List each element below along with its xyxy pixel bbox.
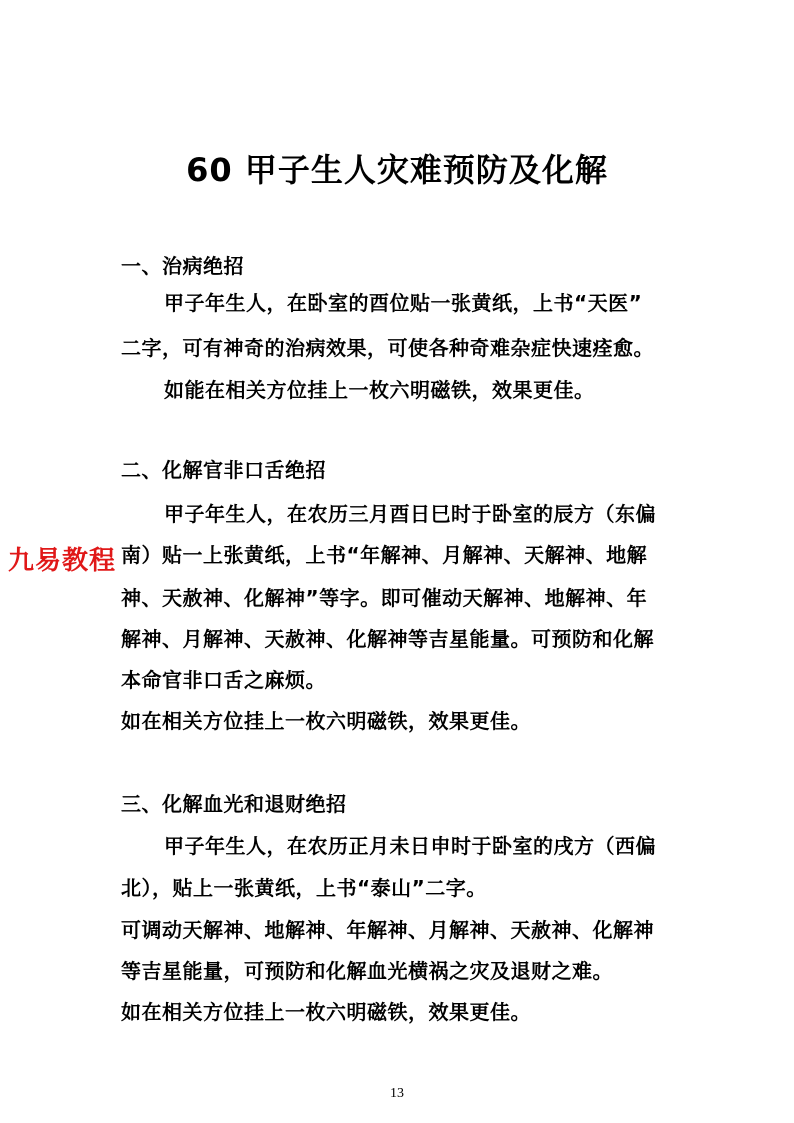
- section-heading-1: 一、治病绝招: [121, 254, 244, 278]
- section-heading-3: 三、化解血光和退财绝招: [121, 792, 347, 816]
- paragraph-line: 本命官非口舌之麻烦。: [121, 668, 326, 692]
- paragraph-line: 如能在相关方位挂上一枚六明磁铁，效果更佳。: [164, 378, 595, 402]
- section-heading-2: 二、化解官非口舌绝招: [121, 458, 326, 482]
- paragraph-line: 如在相关方位挂上一枚六明磁铁，效果更佳。: [121, 1000, 531, 1024]
- paragraph-line: 可调动天解神、地解神、年解神、月解神、天赦神、化解神: [121, 918, 654, 942]
- page-title: 60 甲子生人灾难预防及化解: [186, 151, 608, 189]
- paragraph-line: 二字，可有神奇的治病效果，可使各种奇难杂症快速痊愈。: [121, 336, 654, 360]
- paragraph-line: 甲子年生人，在农历三月酉日巳时于卧室的辰方（东偏: [164, 502, 656, 526]
- paragraph-line: 解神、月解神、天赦神、化解神等吉星能量。可预防和化解: [121, 627, 654, 651]
- paragraph-line: 南）贴一上张黄纸，上书“年解神、月解神、天解神、地解: [121, 543, 648, 567]
- paragraph-line: 北），贴上一张黄纸，上书“泰山”二字。: [121, 876, 487, 900]
- page-number: 13: [390, 1086, 404, 1101]
- paragraph-line: 神、天赦神、化解神”等字。即可催动天解神、地解神、年: [121, 586, 648, 610]
- paragraph-line: 甲子年生人，在卧室的酉位贴一张黄纸，上书“天医”: [164, 291, 643, 315]
- paragraph-line: 等吉星能量，可预防和化解血光横祸之灾及退财之难。: [121, 959, 613, 983]
- watermark: 九易教程: [8, 546, 117, 576]
- paragraph-line: 如在相关方位挂上一枚六明磁铁，效果更佳。: [121, 709, 531, 733]
- paragraph-line: 甲子年生人，在农历正月未日申时于卧室的戌方（西偏: [164, 834, 656, 858]
